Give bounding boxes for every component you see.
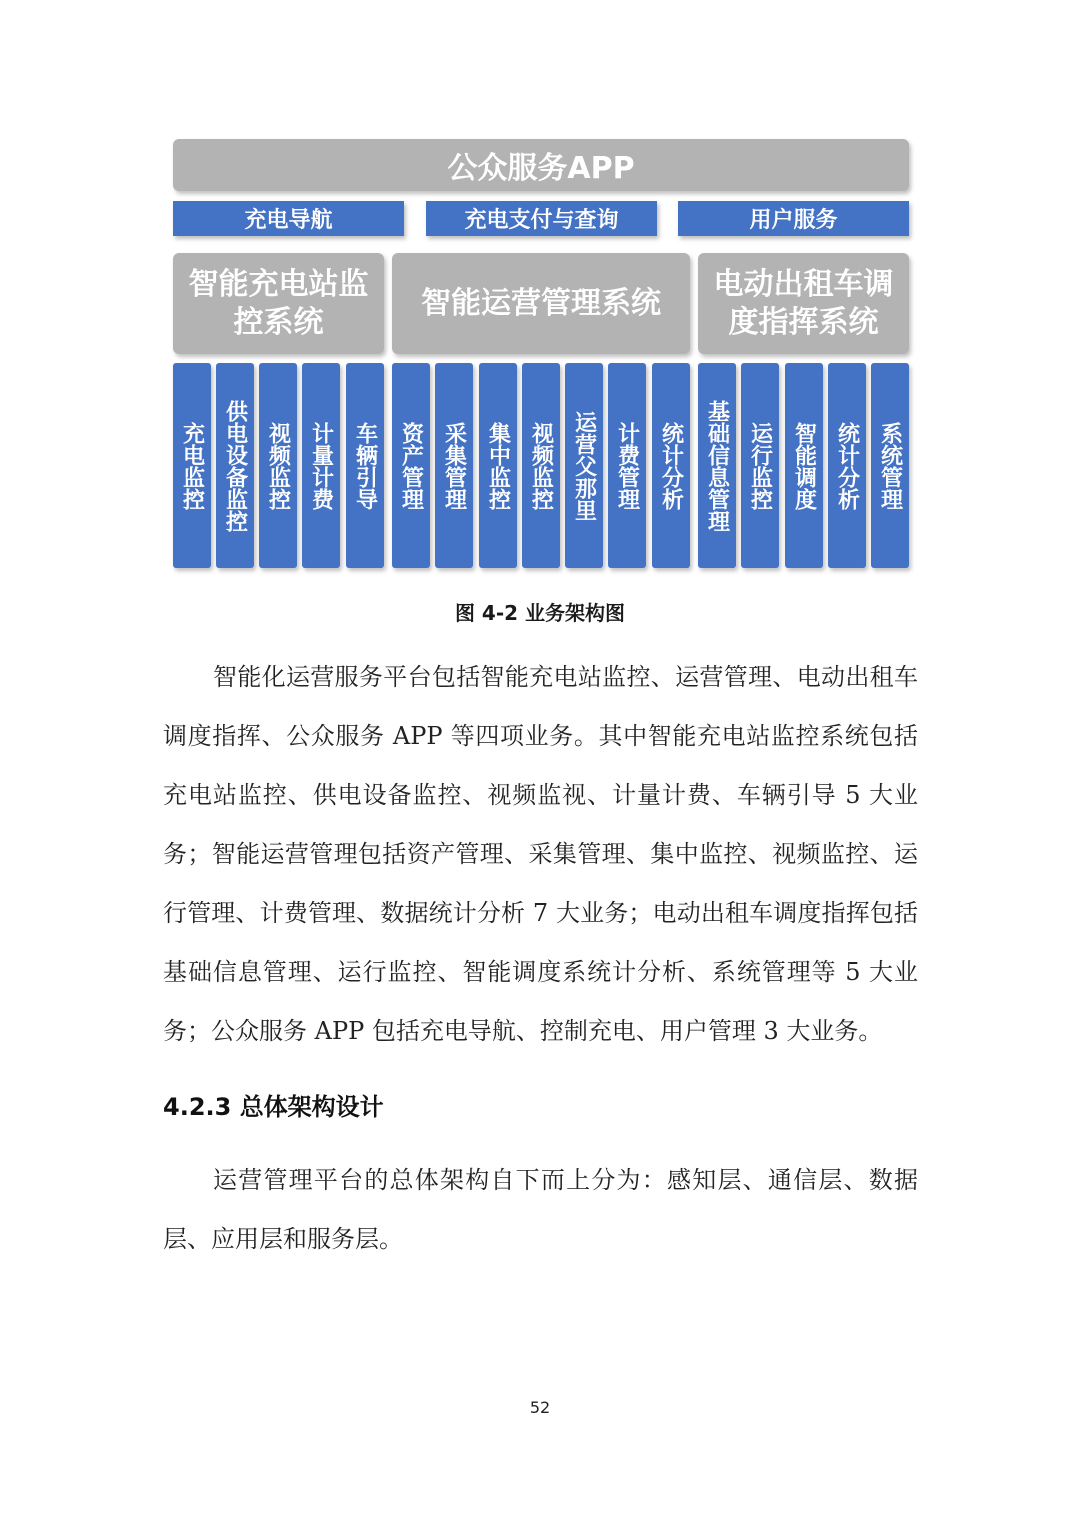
business-architecture-diagram — [0, 0, 1080, 580]
leaf-statistical-analysis-2: 统计分析 — [828, 363, 866, 568]
leaf-intelligent-dispatch: 智能调度 — [785, 363, 823, 568]
figure-caption: 图 4-2 业务架构图 — [454, 601, 626, 625]
leaf-operation: 运营父那里 — [565, 363, 603, 568]
leaf-vehicle-guidance: 车辆引导 — [346, 363, 384, 568]
leaf-system-management: 系统管理 — [871, 363, 909, 568]
system-operation-management: 智能运营管理系统 — [392, 253, 690, 354]
leaf-video-monitoring: 视频监控 — [259, 363, 297, 568]
leaf-power-equipment-monitoring: 供电设备监控 — [216, 363, 254, 568]
paragraph-architecture-layers: 运营管理平台的总体架构自下而上分为：感知层、通信层、数据层、应用层和服务层。 — [163, 1166, 918, 1253]
public-service-app-box: 公众服务APP — [173, 139, 909, 191]
leaf-statistical-analysis: 统计分析 — [652, 363, 690, 568]
leaf-billing-management: 计费管理 — [608, 363, 646, 568]
leaf-video-monitoring-2: 视频监控 — [522, 363, 560, 568]
service-user-service: 用户服务 — [678, 201, 909, 236]
section-heading: 4.2.3 总体架构设计 — [163, 1093, 384, 1121]
leaf-centralized-monitoring: 集中监控 — [479, 363, 517, 568]
leaf-metering-billing: 计量计费 — [302, 363, 340, 568]
page-number: 52 — [529, 1398, 551, 1417]
system-charging-station-monitoring: 智能充电站监控系统 — [173, 253, 384, 354]
paragraph-business-overview: 智能化运营服务平台包括智能充电站监控、运营管理、电动出租车调度指挥、公众服务 APP 等四项业务。其中智能充电站监控系统包括充电站监控、供电设备监控、视频监视、计量计费、车辆引导 5 大业务；智能运营管理包括资产管理、采集管理、集中监控、视频监控、运行管理、计费管理、数据统计分析 7 大业务；电动出租车调度指挥包括基础信息管理、运行监控、智能调度系统计分析、系统管理等 5 大业务；公众服务 APP 包括充电导航、控制充电、用户管理 3 大业务。 — [163, 663, 918, 1045]
leaf-basic-info-management: 基础信息管理 — [698, 363, 736, 568]
leaf-collection-management: 采集管理 — [435, 363, 473, 568]
leaf-asset-management: 资产管理 — [392, 363, 430, 568]
service-charging-payment-query: 充电支付与查询 — [426, 201, 657, 236]
leaf-charging-monitoring: 充电监控 — [173, 363, 211, 568]
leaf-operation-monitoring: 运行监控 — [741, 363, 779, 568]
service-charging-navigation: 充电导航 — [173, 201, 404, 236]
system-taxi-dispatch: 电动出租车调度指挥系统 — [698, 253, 909, 354]
